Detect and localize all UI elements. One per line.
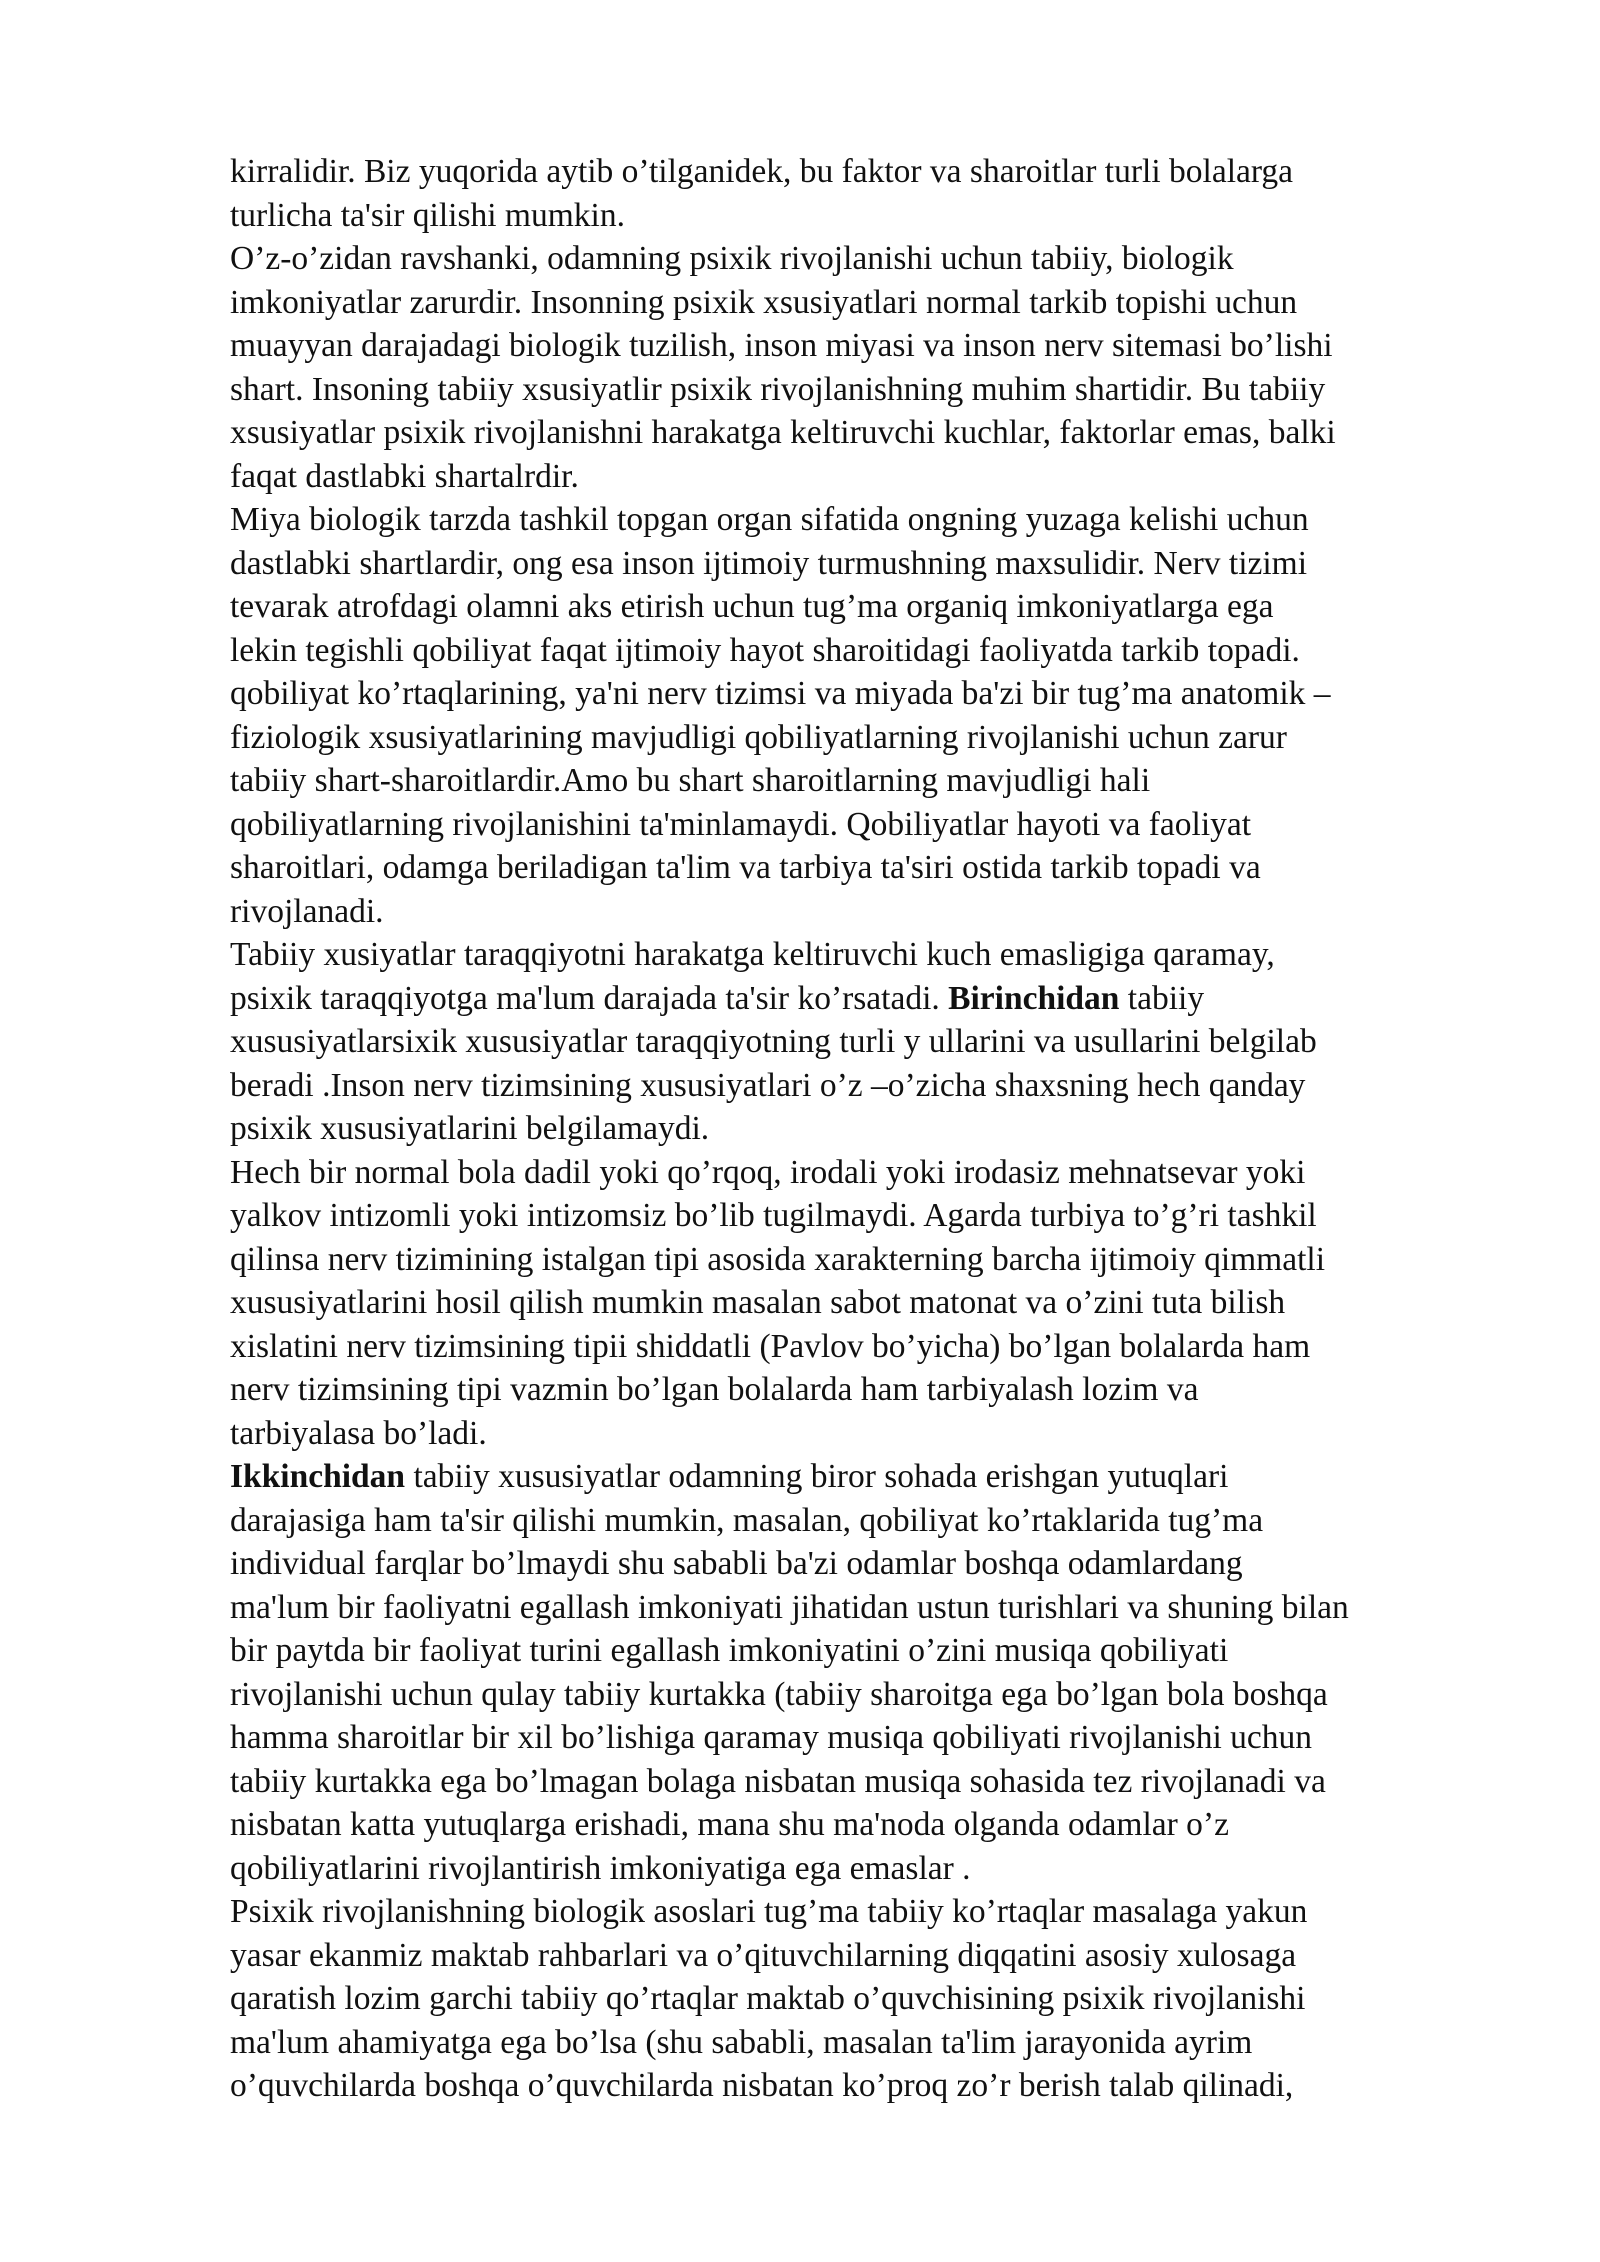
text-line: turlicha ta'sir qilishi mumkin. <box>230 196 625 234</box>
text-segment: tabiiy xususiyatlar odamning biror sohada erishgan yutuqlari <box>405 1458 1229 1495</box>
text-line: tarbiyalasa bo’ladi. <box>230 1414 487 1452</box>
text-line: hamma sharoitlar bir xil bo’lishiga qaramay musiqa qobiliyati rivojlanishi uchun <box>230 1719 1313 1756</box>
text-line: rivojlanadi. <box>230 892 384 930</box>
text-line: o’quvchilarda boshqa o’quvchilarda nisbatan ko’proq zo’r berish talab qilinadi, <box>230 2067 1294 2104</box>
text-line: beradi .Inson nerv tizimsining xususiyatlari o’z –o’zicha shaxsning hech qanday <box>230 1066 1306 1104</box>
text-line: qaratish lozim garchi tabiiy qo’rtaqlar maktab o’quvchisining psixik rivojlanishi <box>230 1980 1306 2017</box>
text-line: muayyan darajadagi biologik tuzilish, inson miyasi va inson nerv sitemasi bo’lishi <box>230 327 1333 364</box>
text-line: fiziologik xsusiyatlarining mavjudligi qobiliyatlarning rivojlanishi uchun zarur <box>230 718 1287 756</box>
text-line: qobiliyat ko’rtaqlarining, ya'ni nerv tizimsi va miyada ba'zi bir tug’ma anatomik – <box>230 675 1331 712</box>
text-line: xislatini nerv tizimsining tipii shiddatli (Pavlov bo’yicha) bo’lgan bolalarda ham <box>230 1327 1311 1365</box>
text-line: Tabiiy xusiyatlar taraqqiyotni harakatga keltiruvchi kuch emasligiga qaramay, <box>230 936 1275 973</box>
document-page <box>230 150 1530 2108</box>
text-line: sharoitlari, odamga beriladigan ta'lim va tarbiya ta'siri ostida tarkib topadi va <box>230 849 1261 886</box>
text-line: xsusiyatlar psixik rivojlanishni harakatga keltiruvchi kuchlar, faktorlar emas, balki <box>230 414 1336 451</box>
text-line: tabiiy shart-sharoitlardir.Amo bu shart sharoitlarning mavjudligi hali <box>230 762 1151 799</box>
text-line: tabiiy kurtakka ega bo’lmagan bolaga nisbatan musiqa sohasida tez rivojlanadi va <box>230 1762 1326 1800</box>
text-line: qilinsa nerv tizimining istalgan tipi asosida xarakterning barcha ijtimoiy qimmatli <box>230 1240 1326 1278</box>
text-line: darajasiga ham ta'sir qilishi mumkin, masalan, qobiliyat ko’rtaklarida tug’ma <box>230 1501 1264 1539</box>
text-line: psixik xususiyatlarini belgilamaydi. <box>230 1110 710 1147</box>
text-line: ma'lum bir faoliyatni egallash imkoniyati jihatidan ustun turishlari va shuning bilan <box>230 1588 1349 1626</box>
text-line: shart. Insoning tabiiy xsusiyatlir psixik rivojlanishning muhim shartidir. Bu tabiiy <box>230 370 1326 408</box>
bold-keyword: Ikkinchidan <box>230 1458 406 1495</box>
text-line: bir paytda bir faoliyat turini egallash imkoniyatini o’zini musiqa qobiliyati <box>230 1632 1229 1669</box>
text-line: imkoniyatlar zarurdir. Insonning psixik xsusiyatlari normal tarkib topishi uchun <box>230 283 1298 321</box>
text-line: rivojlanishi uchun qulay tabiiy kurtakka (tabiiy sharoitga ega bo’lgan bola boshqa <box>230 1675 1328 1713</box>
text-line <box>230 977 1530 1021</box>
text-line <box>230 1455 1530 1499</box>
text-line: nisbatan katta yutuqlarga erishadi, mana shu ma'noda olganda odamlar o’z <box>230 1806 1229 1843</box>
text-line: nerv tizimsining tipi vazmin bo’lgan bolalarda ham tarbiyalash lozim va <box>230 1371 1199 1408</box>
text-line: kirralidir. Biz yuqorida aytib o’tilganidek, bu faktor va sharoitlar turli bolalarga <box>230 153 1294 190</box>
text-line: yalkov intizomli yoki intizomsiz bo’lib tugilmaydi. Agarda turbiya to’g’ri tashkil <box>230 1197 1317 1234</box>
text-segment: psixik taraqqiyotga ma'lum darajada ta'sir ko’rsatadi. <box>230 979 949 1017</box>
text-line: dastlabki shartlardir, ong esa inson ijtimoiy turmushning maxsulidir. Nerv tizimi <box>230 544 1308 582</box>
text-line: ma'lum ahamiyatga ega bo’lsa (shu sababli, masalan ta'lim jarayonida ayrim <box>230 2023 1253 2061</box>
text-line: qobiliyatlarning rivojlanishini ta'minlamaydi. Qobiliyatlar hayoti va faoliyat <box>230 805 1252 843</box>
text-line: faqat dastlabki shartalrdir. <box>230 457 579 495</box>
text-line: Psixik rivojlanishning biologik asoslari tug’ma tabiiy ko’rtaqlar masalaga yakun <box>230 1893 1308 1930</box>
text-line: Hech bir normal bola dadil yoki qo’rqoq, irodali yoki irodasiz mehnatsevar yoki <box>230 1153 1306 1191</box>
text-line: lekin tegishli qobiliyat faqat ijtimoiy hayot sharoitidagi faoliyatda tarkib topadi. <box>230 631 1300 669</box>
text-line: individual farqlar bo’lmaydi shu sababli ba'zi odamlar boshqa odamlardang <box>230 1545 1243 1582</box>
text-line: xususiyatlarini hosil qilish mumkin masalan sabot matonat va o’zini tuta bilish <box>230 1284 1286 1321</box>
document-body <box>230 150 1530 2108</box>
text-line: yasar ekanmiz maktab rahbarlari va o’qituvchilarning diqqatini asosiy xulosaga <box>230 1936 1297 1974</box>
text-line: O’z-o’zidan ravshanki, odamning psixik rivojlanishi uchun tabiiy, biologik <box>230 240 1234 277</box>
text-line: xususiyatlarsixik xususiyatlar taraqqiyotning turli y ullarini va usullarini belgilab <box>230 1023 1317 1060</box>
bold-keyword: Birinchidan <box>948 979 1120 1017</box>
text-line: tevarak atrofdagi olamni aks etirish uchun tug’ma organiq imkoniyatlarga ega <box>230 588 1274 625</box>
text-segment: tabiiy <box>1119 979 1205 1017</box>
text-line: qobiliyatlarini rivojlantirish imkoniyatiga ega emaslar . <box>230 1849 971 1887</box>
text-line: Miya biologik tarzda tashkil topgan organ sifatida ongning yuzaga kelishi uchun <box>230 501 1309 538</box>
